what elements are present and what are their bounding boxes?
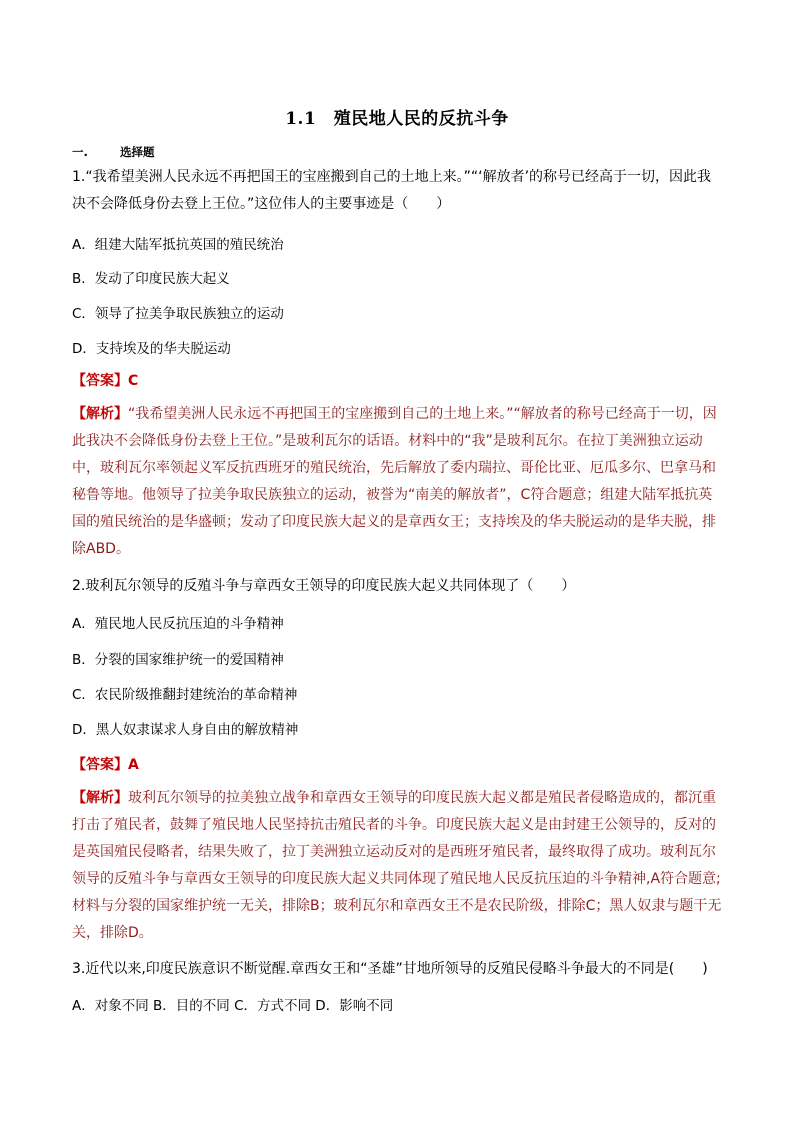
- answer-tag: 【答案】: [72, 373, 128, 389]
- question-2-option-a: A．殖民地人民反抗压迫的斗争精神: [72, 616, 284, 632]
- answer-tag: 【答案】: [72, 757, 128, 773]
- question-1-answer: [72, 370, 138, 390]
- section-heading: [72, 144, 155, 160]
- question-2-option-d: D．黑人奴隶谋求人身自由的解放精神: [72, 722, 299, 738]
- question-1-option-b: B．发动了印度民族大起义: [72, 271, 230, 287]
- section-number: 一.: [72, 145, 88, 159]
- question-1-option-a: A．组建大陆军抵抗英国的殖民统治: [72, 237, 284, 253]
- question-1-option-c: C．领导了拉美争取民族独立的运动: [72, 306, 284, 322]
- question-3-options: A．对象不同 B．目的不同 C．方式不同 D．影响不同: [72, 998, 394, 1014]
- question-1-option-d: D．支持埃及的华夫脱运动: [72, 341, 231, 357]
- page-title: 1.1 殖民地人民的反抗斗争: [285, 109, 509, 129]
- section-name: 选择题: [120, 145, 155, 159]
- question-2-option-c: C．农民阶级推翻封建统治的革命精神: [72, 687, 298, 703]
- question-3-stem: 3.近代以来,印度民族意识不断觉醒.章西女王和“圣雄”甘地所领导的反殖民侵略斗争最大的不同是( ): [72, 961, 708, 977]
- analysis-tag: 【解析】: [72, 790, 128, 806]
- question-2-stem: 2.玻利瓦尔领导的反殖斗争与章西女王领导的印度民族大起义共同体现了（ ）: [72, 578, 576, 594]
- answer-value: C: [128, 373, 139, 389]
- question-2-analysis: [72, 785, 722, 947]
- question-1-analysis: [72, 401, 722, 563]
- analysis-tag: 【解析】: [72, 406, 128, 422]
- analysis-text: 玻利瓦尔领导的拉美独立战争和章西女王领导的印度民族大起义都是殖民者侵略造成的，都沉重打击了殖民者，鼓舞了殖民地人民坚持抗击殖民者的斗争。印度民族大起义是由封建王公领导的，反对的是英国殖民侵略者，结果失败了，拉丁美洲独立运动反对的是西班牙殖民者，最终取得了成功。玻利瓦尔领导的反殖斗争与章西女王领导的印度民族大起义共同体现了殖民地人民反抗压迫的斗争精神,A符合题意;材料与分裂的国家维护统一无关，排除B；玻利瓦尔和章西女王不是农民阶级，排除C；黑人奴隶与题干无关，排除D。: [72, 790, 722, 941]
- question-2-option-b: B．分裂的国家维护统一的爱国精神: [72, 652, 284, 668]
- analysis-text: “我希望美洲人民永远不再把国王的宝座搬到自己的土地上来。”“解放者的称号已经高于一切，因此我决不会降低身份去登上王位。”是玻利瓦尔的话语。材料中的“我”是玻利瓦尔。在拉丁美洲独立运动中，玻利瓦尔率领起义军反抗西班牙的殖民统治，先后解放了委内瑞拉、哥伦比亚、厄瓜多尔、巴拿马和秘鲁等地。他领导了拉美争取民族独立的运动，被誉为“南美的解放者”，C符合题意；组建大陆军抵抗英国的殖民统治的是华盛顿；发动了印度民族大起义的是章西女王；支持埃及的华夫脱运动的是华夫脱，排除ABD。: [72, 406, 717, 557]
- question-2-answer: [72, 754, 139, 774]
- answer-value: A: [128, 757, 139, 773]
- question-1-stem: 1.“我希望美洲人民永远不再把国王的宝座搬到自己的土地上来。”“‘解放者’的称号已经高于一切，因此我决不会降低身份去登上王位。”这位伟人的主要事迹是（ ）: [72, 169, 712, 212]
